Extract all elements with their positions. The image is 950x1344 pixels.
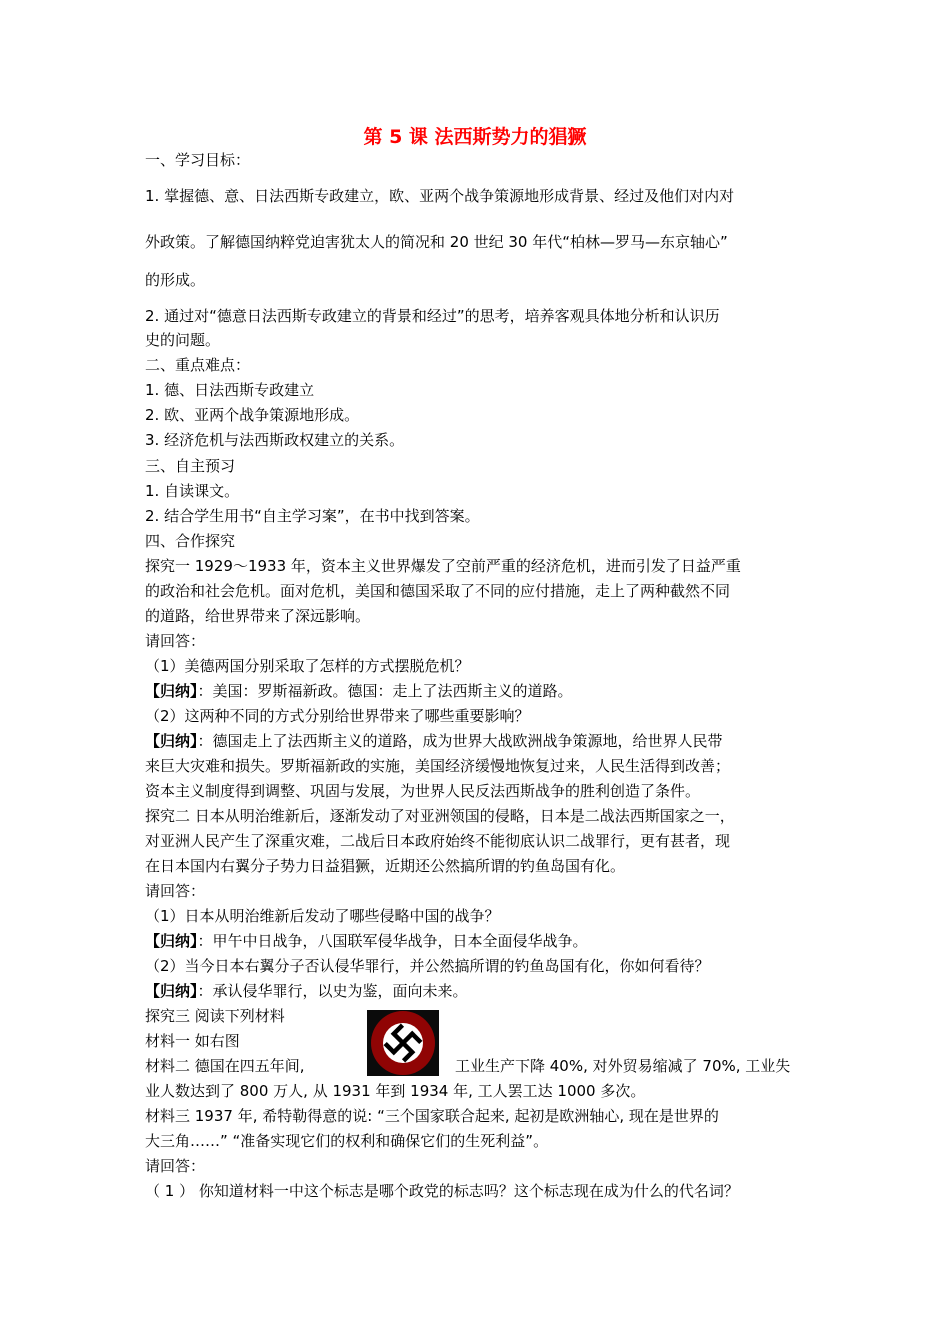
answer-text: ：德国走上了法西斯主义的道路，成为世界大战欧洲战争策源地，给世界人民带 <box>197 732 723 750</box>
summary-tag: 【归纳】 <box>145 682 198 700</box>
inquiry-3-question-1: （ 1 ） 你知道材料一中这个标志是哪个政党的标志吗？这个标志现在成为什么的代名词？ <box>145 1182 739 1200</box>
summary-tag: 【归纳】 <box>145 932 198 950</box>
section-heading-goals: 一、学习目标： <box>145 151 251 169</box>
inquiry-2-line-3: 在日本国内右翼分子势力日益猖獗，近期还公然搞所谓的钓鱼岛国有化。 <box>145 857 626 875</box>
inquiry-2-line-1: 探究二 日本从明治维新后，逐渐发动了对亚洲领国的侵略，日本是二战法西斯国家之一， <box>145 807 735 825</box>
please-answer-3: 请回答： <box>145 1157 206 1175</box>
inquiry-1-answer-2-line-2: 来巨大灾难和损失。罗斯福新政的实施，美国经济缓慢地恢复过来，人民生活得到改善； <box>145 757 731 775</box>
summary-tag: 【归纳】 <box>145 982 198 1000</box>
material-3-line-1: 材料三 1937 年, 希特勒得意的说: “三个国家联合起来, 起初是欧洲轴心, 现在是世界的 <box>145 1107 719 1125</box>
section-heading-preview: 三、自主预习 <box>145 457 236 475</box>
please-answer-2: 请回答： <box>145 882 206 900</box>
inquiry-2-answer-1 <box>145 931 588 951</box>
inquiry-1-line-2: 的政治和社会危机。面对危机，美国和德国采取了不同的应付措施，走上了两种截然不同 <box>145 582 731 600</box>
swastika-icon <box>367 1010 439 1076</box>
inquiry-2-question-1: （1）日本从明治维新后发动了哪些侵略中国的战争？ <box>145 907 500 925</box>
answer-text: ：甲午中日战争，八国联军侵华战争，日本全面侵华战争。 <box>197 932 588 950</box>
section-heading-key-points: 二、重点难点： <box>145 356 251 374</box>
inquiry-1-answer-2-line-3: 资本主义制度得到调整、巩固与发展，为世界人民反法西斯战争的胜利创造了条件。 <box>145 782 701 800</box>
material-2-line-2: 业人数达到了 800 万人, 从 1931 年到 1934 年, 工人罢工达 1000 多次。 <box>145 1082 646 1100</box>
material-3-line-2: 大三角……” “准备实现它们的权利和确保它们的生死利益”。 <box>145 1132 549 1150</box>
goal-1-line-1: 1. 掌握德、意、日法西斯专政建立，欧、亚两个战争策源地形成背景、经过及他们对内对 <box>145 187 735 205</box>
preview-item-2: 2. 结合学生用书“自主学习案”，在书中找到答案。 <box>145 507 480 525</box>
inquiry-2-question-2: （2）当今日本右翼分子否认侵华罪行，并公然搞所谓的钓鱼岛国有化，你如何看待？ <box>145 957 710 975</box>
inquiry-1-question-2: （2）这两种不同的方式分别给世界带来了哪些重要影响？ <box>145 707 530 725</box>
key-point-2: 2. 欧、亚两个战争策源地形成。 <box>145 406 360 424</box>
inquiry-3-line-1: 探究三 阅读下列材料 <box>145 1007 285 1025</box>
preview-item-1: 1. 自读课文。 <box>145 482 240 500</box>
inquiry-1-line-1: 探究一 1929～1933 年，资本主义世界爆发了空前严重的经济危机，进而引发了日益严重 <box>145 557 741 575</box>
inquiry-2-line-2: 对亚洲人民产生了深重灾难，二战后日本政府始终不能彻底认识二战罪行，更有甚者，现 <box>145 832 731 850</box>
answer-text: ：美国：罗斯福新政。德国：走上了法西斯主义的道路。 <box>197 682 573 700</box>
inquiry-1-answer-2-line-1 <box>145 731 723 751</box>
material-2-continued: 工业生产下降 40%, 对外贸易缩减了 70%, 工业失 <box>455 1057 791 1075</box>
goal-1-line-2: 外政策。了解德国纳粹党迫害犹太人的简况和 20 世纪 30 年代“柏林—罗马—东京轴心” <box>145 233 728 251</box>
inquiry-1-answer-1 <box>145 681 573 701</box>
key-point-3: 3. 经济危机与法西斯政权建立的关系。 <box>145 431 405 449</box>
answer-text: ：承认侵华罪行，以史为鉴，面向未来。 <box>197 982 468 1000</box>
material-2-start: 材料二 德国在四五年间, <box>145 1057 305 1075</box>
key-point-1: 1. 德、日法西斯专政建立 <box>145 381 315 399</box>
swastika-emblem-image <box>367 1010 439 1076</box>
goal-2-line-1: 2. 通过对“德意日法西斯专政建立的背景和经过”的思考，培养客观具体地分析和认识历 <box>145 307 720 325</box>
section-heading-inquiry: 四、合作探究 <box>145 532 236 550</box>
goal-2-line-2: 史的问题。 <box>145 331 221 349</box>
material-1: 材料一 如右图 <box>145 1032 240 1050</box>
goal-1-line-3: 的形成。 <box>145 271 206 289</box>
inquiry-2-answer-2 <box>145 981 468 1001</box>
inquiry-1-question-1: （1）美德两国分别采取了怎样的方式摆脱危机？ <box>145 657 470 675</box>
page-title: 第 5 课 法西斯势力的猖獗 <box>363 126 587 148</box>
please-answer-1: 请回答： <box>145 632 206 650</box>
inquiry-1-line-3: 的道路，给世界带来了深远影响。 <box>145 607 371 625</box>
summary-tag: 【归纳】 <box>145 732 198 750</box>
